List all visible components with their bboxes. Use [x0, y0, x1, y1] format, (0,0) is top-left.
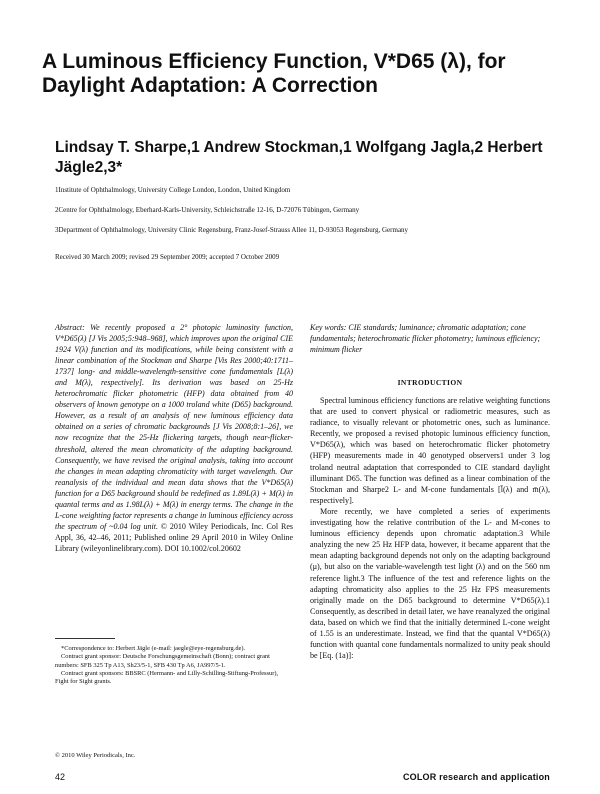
footnote-divider	[55, 638, 115, 639]
abstract-text: Abstract: We recently proposed a 2° photopic luminosity function, V*D65(λ) [J Vis 2005;5:948–968], which improves upon the original CIE 1924 V(λ) function and its modifications, while being consistent with a linear combination of the Stockman and Sharpe [Vis Res 2000;40:1711–1737] long- and middle-wavelength-sensitive cone fundamentals [L(λ) and M(λ), respectively]. Its derivation was based on 25-Hz heterochromatic flicker photometric (HFP) data obtained from 40 observers of known genotype on a 1000 troland white (D65) background. However, as a result of an analysis of new luminous efficiency data obtained on a series of chromatic backgrounds [J Vis 2008;8:1–26], we now recognize that the 25-Hz flickering targets, though near-flicker-threshold, altered the mean chromaticity of the adapting background. Consequently, we have revised the original analysis, taking into account the changes in mean adapting chromaticity with target wavelength. Our reanalysis of the individual and mean data shows that the V*D65(λ) function for a D65 background should be redefined as 1.89L(λ) + M(λ) in quantal terms and as 1.98L(λ) + M(λ) in energy terms. The change in the L-cone weighting factor represents a change in luminous efficiency across the spectrum of ~0.04 log unit.	[55, 323, 293, 531]
article-title: A Luminous Efficiency Function, V*D65 (λ), for Daylight Adaptation: A Correction	[42, 50, 506, 97]
affiliation-2: 2Centre for Ophthalmology, Eberhard-Karls-University, Schleichstraße 12-16, D-72076 Tübingen, Germany	[55, 206, 360, 214]
copyright: © 2010 Wiley Periodicals, Inc.	[55, 752, 136, 759]
body-paragraph-2: More recently, we have completed a series of experiments investigating how the relative contribution of the L- and M-cones to luminous efficiency depends upon chromatic adaptation.3 While analyzing the new 25 Hz HFP data, however, it became apparent that the mean adapting background depends not only on the adapting background (μ), but also on the variable-wavelength test light (λ) and on the 560 nm reference light.3 The influence of the test and reference lights on the adapting chromaticity also applies to the 25 Hz FPS measurements originally made on the D65 background to determine V*D65(λ).1 Consequently, as described in detail later, we have reanalyzed the original data, based on which we find that the initially determined L-cone weight of 1.55 is an underestimate. Instead, we find that the quantal V*D65(λ) function with quantal cone fundamentals normalized to unity peak should be [Eq. (1a)]:	[310, 506, 550, 661]
footnote-correspondence: *Correspondence to: Herbert Jägle (e-mail: jaegle@eye-regensburg.de).	[61, 645, 246, 652]
page-number: 42	[55, 772, 66, 782]
affiliation-3: 3Department of Ophthalmology, University Clinic Regensburg, Franz-Josef-Strauss Allee 11, D-93053 Regensburg, Germany	[55, 226, 409, 234]
section-heading-introduction: INTRODUCTION	[397, 378, 463, 387]
footnote-grant-1: Contract grant sponsor: Deutsche Forschungsgemeinschaft (Bonn); contract grant numbers: SFB 325 Tp A13, Sh23/5-1, SFB 430 Tp A6, JA997/5-1.	[55, 653, 270, 669]
footnote-grant-2: Contract grant sponsors: BBSRC (Hermann- and Lilly-Schilling-Stiftung-Professur), Fight for Sight grants.	[55, 669, 279, 686]
author-list: Lindsay T. Sharpe,1 Andrew Stockman,1 Wolfgang Jagla,2 Herbert Jägle2,3*	[55, 139, 543, 176]
keywords: Key words: CIE standards; luminance; chromatic adaptation; cone fundamentals; heterochromatic flicker photometry; luminous efficiency; minimum flicker	[310, 323, 541, 354]
journal-name: COLOR research and application	[402, 772, 550, 782]
affiliation-1: 1Institute of Ophthalmology, University College London, London, United Kingdom	[55, 186, 291, 194]
introduction-body	[310, 395, 550, 661]
body-paragraph-1: Spectral luminous efficiency functions are relative weighting functions that are used to convert physical or radiometric measures, such as radiance, to visually relevant or photometric ones, such as luminance. Recently, we proposed a revised photopic luminous efficiency function, V*D65(λ), which was based on heterochromatic flicker photometry (HFP) measurements made in 40 genotyped observers1 under 3 log troland neutral adaptation that corresponded to CIE standard daylight illuminant D65. The function was defined as a linear combination of the Stockman and Sharpe2 L- and M-cone fundamentals [l̄(λ) and m̄(λ), respectively].	[310, 396, 550, 505]
received-dates: Received 30 March 2009; revised 29 September 2009; accepted 7 October 2009	[55, 253, 280, 261]
abstract	[55, 322, 293, 554]
footnotes	[55, 645, 293, 686]
abstract-citation: © 2010 Wiley Periodicals, Inc. Col Res Appl, 36, 42–46, 2011; Published online 29 April 2010 in Wiley Online Library (wileyonlinelibrary.com). DOI 10.1002/col.20602	[55, 521, 293, 553]
